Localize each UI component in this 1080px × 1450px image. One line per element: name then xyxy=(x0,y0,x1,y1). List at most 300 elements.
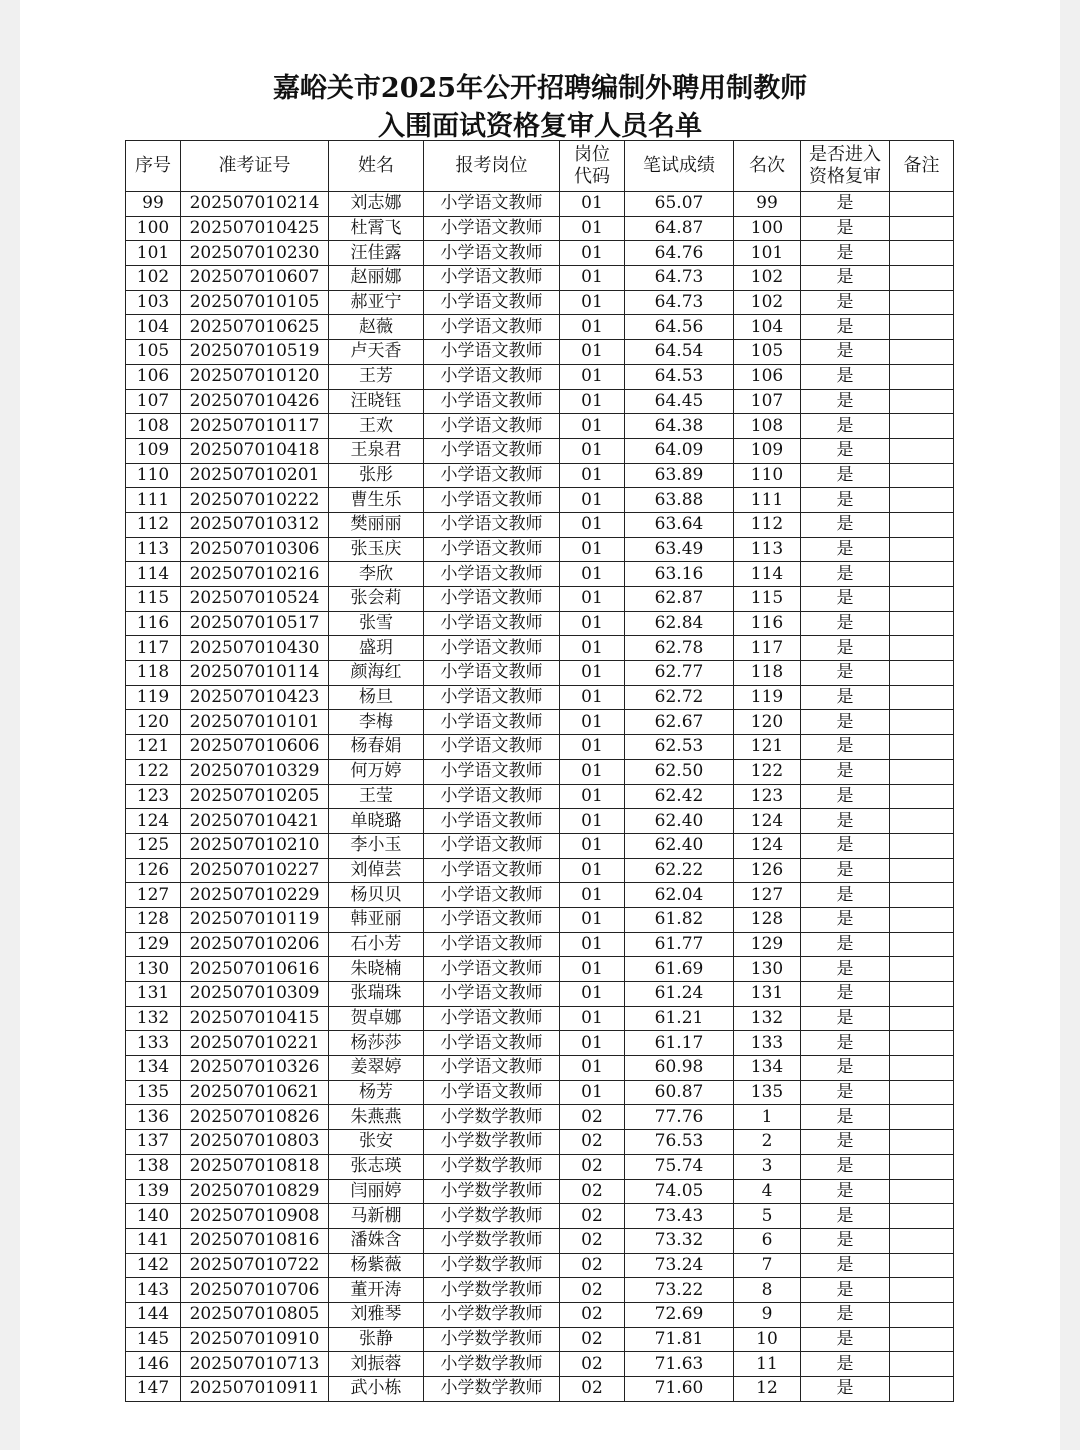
cell-seq: 115 xyxy=(126,587,181,612)
cell-remarks xyxy=(890,1179,954,1204)
cell-position-code: 01 xyxy=(560,414,625,439)
cell-seq: 135 xyxy=(126,1080,181,1105)
cell-position-code: 02 xyxy=(560,1179,625,1204)
table-header-row xyxy=(126,141,954,192)
cell-remarks xyxy=(890,858,954,883)
cell-exam-id: 202507010430 xyxy=(181,636,329,661)
cell-score: 61.21 xyxy=(625,1006,734,1031)
cell-remarks xyxy=(890,537,954,562)
cell-name: 刘雅琴 xyxy=(329,1302,424,1327)
table-row xyxy=(126,1253,954,1278)
cell-exam-id: 202507010519 xyxy=(181,340,329,365)
cell-exam-id: 202507010826 xyxy=(181,1105,329,1130)
cell-position-code: 01 xyxy=(560,907,625,932)
cell-review-status: 是 xyxy=(801,735,890,760)
cell-review-status: 是 xyxy=(801,315,890,340)
cell-name: 杨芳 xyxy=(329,1080,424,1105)
cell-name: 汪晓钰 xyxy=(329,389,424,414)
cell-position: 小学数学教师 xyxy=(424,1352,560,1377)
cell-exam-id: 202507010621 xyxy=(181,1080,329,1105)
cell-score: 62.22 xyxy=(625,858,734,883)
table-body xyxy=(126,192,954,1402)
cell-name: 朱燕燕 xyxy=(329,1105,424,1130)
cell-position: 小学语文教师 xyxy=(424,463,560,488)
cell-remarks xyxy=(890,1031,954,1056)
cell-exam-id: 202507010425 xyxy=(181,216,329,241)
cell-position-code: 01 xyxy=(560,216,625,241)
table-row xyxy=(126,488,954,513)
cell-remarks xyxy=(890,759,954,784)
cell-rank: 124 xyxy=(734,833,801,858)
cell-review-status: 是 xyxy=(801,809,890,834)
cell-position: 小学语文教师 xyxy=(424,982,560,1007)
table-row xyxy=(126,809,954,834)
table-row xyxy=(126,1204,954,1229)
cell-name: 张玉庆 xyxy=(329,537,424,562)
cell-name: 杨贝贝 xyxy=(329,883,424,908)
table-row xyxy=(126,611,954,636)
cell-name: 张会莉 xyxy=(329,587,424,612)
cell-review-status: 是 xyxy=(801,1228,890,1253)
cell-review-status: 是 xyxy=(801,1253,890,1278)
cell-review-status: 是 xyxy=(801,784,890,809)
table-row xyxy=(126,1302,954,1327)
cell-score: 61.24 xyxy=(625,982,734,1007)
cell-seq: 122 xyxy=(126,759,181,784)
cell-position: 小学语文教师 xyxy=(424,192,560,217)
cell-rank: 101 xyxy=(734,241,801,266)
cell-seq: 147 xyxy=(126,1377,181,1402)
cell-exam-id: 202507010119 xyxy=(181,907,329,932)
cell-score: 62.53 xyxy=(625,735,734,760)
cell-position-code: 02 xyxy=(560,1204,625,1229)
cell-exam-id: 202507010908 xyxy=(181,1204,329,1229)
cell-review-status: 是 xyxy=(801,1327,890,1352)
cell-remarks xyxy=(890,661,954,686)
cell-exam-id: 202507010210 xyxy=(181,833,329,858)
cell-position: 小学语文教师 xyxy=(424,735,560,760)
cell-remarks xyxy=(890,1080,954,1105)
cell-position: 小学语文教师 xyxy=(424,883,560,908)
cell-seq: 134 xyxy=(126,1056,181,1081)
cell-position-code: 02 xyxy=(560,1352,625,1377)
table-row xyxy=(126,685,954,710)
cell-rank: 108 xyxy=(734,414,801,439)
table-row xyxy=(126,1154,954,1179)
cell-remarks xyxy=(890,389,954,414)
cell-rank: 132 xyxy=(734,1006,801,1031)
table-row xyxy=(126,1056,954,1081)
cell-remarks xyxy=(890,636,954,661)
cell-exam-id: 202507010329 xyxy=(181,759,329,784)
cell-exam-id: 202507010816 xyxy=(181,1228,329,1253)
cell-position: 小学语文教师 xyxy=(424,710,560,735)
cell-name: 刘振蓉 xyxy=(329,1352,424,1377)
cell-position-code: 01 xyxy=(560,982,625,1007)
cell-rank: 8 xyxy=(734,1278,801,1303)
cell-rank: 124 xyxy=(734,809,801,834)
cell-position: 小学语文教师 xyxy=(424,759,560,784)
cell-score: 62.72 xyxy=(625,685,734,710)
cell-exam-id: 202507010229 xyxy=(181,883,329,908)
cell-review-status: 是 xyxy=(801,1204,890,1229)
table-row xyxy=(126,389,954,414)
cell-score: 62.67 xyxy=(625,710,734,735)
cell-position: 小学语文教师 xyxy=(424,562,560,587)
cell-position-code: 01 xyxy=(560,809,625,834)
table-row xyxy=(126,759,954,784)
cell-position-code: 01 xyxy=(560,710,625,735)
cell-seq: 144 xyxy=(126,1302,181,1327)
cell-score: 64.87 xyxy=(625,216,734,241)
cell-seq: 130 xyxy=(126,957,181,982)
cell-review-status: 是 xyxy=(801,414,890,439)
cell-review-status: 是 xyxy=(801,759,890,784)
cell-position-code: 02 xyxy=(560,1278,625,1303)
cell-review-status: 是 xyxy=(801,932,890,957)
cell-position: 小学语文教师 xyxy=(424,488,560,513)
cell-score: 61.77 xyxy=(625,932,734,957)
cell-position-code: 01 xyxy=(560,438,625,463)
cell-seq: 101 xyxy=(126,241,181,266)
cell-position: 小学语文教师 xyxy=(424,611,560,636)
cell-seq: 114 xyxy=(126,562,181,587)
cell-name: 王泉君 xyxy=(329,438,424,463)
cell-seq: 145 xyxy=(126,1327,181,1352)
cell-review-status: 是 xyxy=(801,463,890,488)
cell-position-code: 02 xyxy=(560,1105,625,1130)
cell-position-code: 02 xyxy=(560,1154,625,1179)
cell-exam-id: 202507010706 xyxy=(181,1278,329,1303)
cell-review-status: 是 xyxy=(801,488,890,513)
cell-name: 刘志娜 xyxy=(329,192,424,217)
cell-exam-id: 202507010206 xyxy=(181,932,329,957)
cell-remarks xyxy=(890,1204,954,1229)
cell-exam-id: 202507010114 xyxy=(181,661,329,686)
cell-rank: 113 xyxy=(734,537,801,562)
cell-remarks xyxy=(890,340,954,365)
cell-position: 小学数学教师 xyxy=(424,1204,560,1229)
cell-score: 72.69 xyxy=(625,1302,734,1327)
cell-position: 小学语文教师 xyxy=(424,1080,560,1105)
table-row xyxy=(126,858,954,883)
cell-position-code: 01 xyxy=(560,266,625,291)
table-row xyxy=(126,364,954,389)
cell-score: 71.81 xyxy=(625,1327,734,1352)
cell-seq: 110 xyxy=(126,463,181,488)
table-row xyxy=(126,340,954,365)
table-row xyxy=(126,438,954,463)
cell-exam-id: 202507010713 xyxy=(181,1352,329,1377)
cell-score: 64.09 xyxy=(625,438,734,463)
cell-position-code: 01 xyxy=(560,290,625,315)
cell-score: 62.84 xyxy=(625,611,734,636)
cell-review-status: 是 xyxy=(801,611,890,636)
cell-score: 61.82 xyxy=(625,907,734,932)
cell-score: 64.56 xyxy=(625,315,734,340)
cell-score: 65.07 xyxy=(625,192,734,217)
cell-remarks xyxy=(890,438,954,463)
table-row xyxy=(126,290,954,315)
table-row xyxy=(126,982,954,1007)
cell-position: 小学数学教师 xyxy=(424,1228,560,1253)
cell-exam-id: 202507010421 xyxy=(181,809,329,834)
cell-score: 73.22 xyxy=(625,1278,734,1303)
cell-name: 武小栋 xyxy=(329,1377,424,1402)
cell-remarks xyxy=(890,414,954,439)
cell-review-status: 是 xyxy=(801,1056,890,1081)
cell-exam-id: 202507010423 xyxy=(181,685,329,710)
table-row xyxy=(126,1105,954,1130)
cell-review-status: 是 xyxy=(801,587,890,612)
cell-name: 张雪 xyxy=(329,611,424,636)
cell-rank: 7 xyxy=(734,1253,801,1278)
cell-position: 小学语文教师 xyxy=(424,414,560,439)
cell-rank: 2 xyxy=(734,1130,801,1155)
cell-exam-id: 202507010105 xyxy=(181,290,329,315)
cell-remarks xyxy=(890,1228,954,1253)
cell-review-status: 是 xyxy=(801,907,890,932)
cell-exam-id: 202507010606 xyxy=(181,735,329,760)
cell-rank: 114 xyxy=(734,562,801,587)
cell-rank: 126 xyxy=(734,858,801,883)
cell-remarks xyxy=(890,1327,954,1352)
cell-review-status: 是 xyxy=(801,710,890,735)
cell-seq: 120 xyxy=(126,710,181,735)
cell-review-status: 是 xyxy=(801,1302,890,1327)
cell-remarks xyxy=(890,1302,954,1327)
cell-name: 郝亚宁 xyxy=(329,290,424,315)
cell-position-code: 02 xyxy=(560,1327,625,1352)
col-header-remarks: 备注 xyxy=(890,141,954,192)
cell-review-status: 是 xyxy=(801,340,890,365)
cell-name: 李欣 xyxy=(329,562,424,587)
cell-seq: 118 xyxy=(126,661,181,686)
cell-score: 62.87 xyxy=(625,587,734,612)
cell-exam-id: 202507010221 xyxy=(181,1031,329,1056)
cell-score: 71.60 xyxy=(625,1377,734,1402)
cell-name: 杨紫薇 xyxy=(329,1253,424,1278)
cell-score: 73.32 xyxy=(625,1228,734,1253)
cell-score: 62.77 xyxy=(625,661,734,686)
cell-position: 小学语文教师 xyxy=(424,809,560,834)
cell-remarks xyxy=(890,735,954,760)
cell-review-status: 是 xyxy=(801,216,890,241)
table-row xyxy=(126,957,954,982)
cell-remarks xyxy=(890,290,954,315)
cell-position-code: 02 xyxy=(560,1228,625,1253)
cell-remarks xyxy=(890,932,954,957)
cell-position-code: 01 xyxy=(560,241,625,266)
cell-review-status: 是 xyxy=(801,833,890,858)
cell-name: 卢天香 xyxy=(329,340,424,365)
cell-rank: 135 xyxy=(734,1080,801,1105)
table-row xyxy=(126,1179,954,1204)
cell-rank: 106 xyxy=(734,364,801,389)
cell-score: 62.78 xyxy=(625,636,734,661)
cell-exam-id: 202507010120 xyxy=(181,364,329,389)
cell-remarks xyxy=(890,784,954,809)
cell-remarks xyxy=(890,710,954,735)
cell-position: 小学语文教师 xyxy=(424,438,560,463)
cell-score: 64.45 xyxy=(625,389,734,414)
cell-seq: 111 xyxy=(126,488,181,513)
cell-name: 王欢 xyxy=(329,414,424,439)
cell-score: 62.40 xyxy=(625,809,734,834)
cell-remarks xyxy=(890,611,954,636)
cell-review-status: 是 xyxy=(801,364,890,389)
cell-remarks xyxy=(890,488,954,513)
cell-position-code: 01 xyxy=(560,784,625,809)
cell-seq: 108 xyxy=(126,414,181,439)
cell-name: 杨旦 xyxy=(329,685,424,710)
cell-rank: 6 xyxy=(734,1228,801,1253)
cell-review-status: 是 xyxy=(801,266,890,291)
cell-exam-id: 202507010222 xyxy=(181,488,329,513)
cell-position-code: 02 xyxy=(560,1130,625,1155)
cell-name: 闫丽婷 xyxy=(329,1179,424,1204)
cell-position: 小学语文教师 xyxy=(424,389,560,414)
cell-review-status: 是 xyxy=(801,1080,890,1105)
cell-score: 62.04 xyxy=(625,883,734,908)
cell-exam-id: 202507010722 xyxy=(181,1253,329,1278)
cell-seq: 105 xyxy=(126,340,181,365)
cell-rank: 102 xyxy=(734,290,801,315)
cell-seq: 142 xyxy=(126,1253,181,1278)
cell-rank: 99 xyxy=(734,192,801,217)
cell-position: 小学语文教师 xyxy=(424,216,560,241)
cell-rank: 119 xyxy=(734,685,801,710)
table-row xyxy=(126,1006,954,1031)
col-header-position: 报考岗位 xyxy=(424,141,560,192)
cell-position: 小学数学教师 xyxy=(424,1253,560,1278)
cell-seq: 146 xyxy=(126,1352,181,1377)
cell-rank: 115 xyxy=(734,587,801,612)
cell-rank: 9 xyxy=(734,1302,801,1327)
cell-position: 小学数学教师 xyxy=(424,1130,560,1155)
cell-position-code: 01 xyxy=(560,315,625,340)
cell-review-status: 是 xyxy=(801,1031,890,1056)
cell-remarks xyxy=(890,1253,954,1278)
cell-seq: 128 xyxy=(126,907,181,932)
cell-rank: 130 xyxy=(734,957,801,982)
cell-name: 张志瑛 xyxy=(329,1154,424,1179)
cell-rank: 129 xyxy=(734,932,801,957)
cell-score: 64.73 xyxy=(625,290,734,315)
table-row xyxy=(126,315,954,340)
cell-review-status: 是 xyxy=(801,438,890,463)
cell-position-code: 01 xyxy=(560,932,625,957)
cell-review-status: 是 xyxy=(801,1154,890,1179)
cell-position: 小学数学教师 xyxy=(424,1278,560,1303)
cell-exam-id: 202507010829 xyxy=(181,1179,329,1204)
cell-rank: 102 xyxy=(734,266,801,291)
cell-exam-id: 202507010805 xyxy=(181,1302,329,1327)
cell-position-code: 01 xyxy=(560,1006,625,1031)
table-row xyxy=(126,1228,954,1253)
cell-position-code: 01 xyxy=(560,1080,625,1105)
cell-rank: 122 xyxy=(734,759,801,784)
table-row xyxy=(126,833,954,858)
cell-position: 小学语文教师 xyxy=(424,1006,560,1031)
cell-exam-id: 202507010524 xyxy=(181,587,329,612)
cell-review-status: 是 xyxy=(801,290,890,315)
cell-exam-id: 202507010418 xyxy=(181,438,329,463)
table-row xyxy=(126,932,954,957)
cell-name: 曹生乐 xyxy=(329,488,424,513)
cell-name: 张安 xyxy=(329,1130,424,1155)
cell-position: 小学语文教师 xyxy=(424,266,560,291)
cell-remarks xyxy=(890,241,954,266)
cell-rank: 111 xyxy=(734,488,801,513)
cell-seq: 107 xyxy=(126,389,181,414)
cell-name: 张彤 xyxy=(329,463,424,488)
page-title-line-2: 入围面试资格复审人员名单 xyxy=(378,111,702,142)
cell-position-code: 01 xyxy=(560,661,625,686)
cell-position-code: 01 xyxy=(560,833,625,858)
col-header-review-status: 是否进入资格复审 xyxy=(801,141,890,192)
cell-position-code: 01 xyxy=(560,537,625,562)
cell-position: 小学语文教师 xyxy=(424,685,560,710)
cell-review-status: 是 xyxy=(801,661,890,686)
cell-score: 64.73 xyxy=(625,266,734,291)
col-header-seq: 序号 xyxy=(126,141,181,192)
cell-remarks xyxy=(890,883,954,908)
cell-exam-id: 202507010910 xyxy=(181,1327,329,1352)
cell-position-code: 01 xyxy=(560,1031,625,1056)
cell-position: 小学语文教师 xyxy=(424,957,560,982)
cell-review-status: 是 xyxy=(801,1105,890,1130)
cell-rank: 118 xyxy=(734,661,801,686)
cell-rank: 11 xyxy=(734,1352,801,1377)
cell-remarks xyxy=(890,364,954,389)
cell-position-code: 01 xyxy=(560,192,625,217)
cell-seq: 100 xyxy=(126,216,181,241)
cell-rank: 120 xyxy=(734,710,801,735)
cell-review-status: 是 xyxy=(801,512,890,537)
cell-remarks xyxy=(890,1352,954,1377)
cell-seq: 109 xyxy=(126,438,181,463)
table-row xyxy=(126,1278,954,1303)
cell-exam-id: 202507010117 xyxy=(181,414,329,439)
table-row xyxy=(126,1080,954,1105)
page-title-line-1: 嘉峪关市2025年公开招聘编制外聘用制教师 xyxy=(272,73,808,104)
table-row xyxy=(126,512,954,537)
table-row xyxy=(126,587,954,612)
cell-seq: 133 xyxy=(126,1031,181,1056)
table-row xyxy=(126,907,954,932)
cell-exam-id: 202507010309 xyxy=(181,982,329,1007)
cell-position-code: 01 xyxy=(560,587,625,612)
cell-exam-id: 202507010426 xyxy=(181,389,329,414)
cell-rank: 3 xyxy=(734,1154,801,1179)
cell-name: 赵薇 xyxy=(329,315,424,340)
cell-rank: 116 xyxy=(734,611,801,636)
cell-exam-id: 202507010214 xyxy=(181,192,329,217)
cell-remarks xyxy=(890,1278,954,1303)
cell-name: 王芳 xyxy=(329,364,424,389)
cell-seq: 126 xyxy=(126,858,181,883)
cell-seq: 138 xyxy=(126,1154,181,1179)
table-row xyxy=(126,661,954,686)
cell-position-code: 01 xyxy=(560,488,625,513)
cell-rank: 107 xyxy=(734,389,801,414)
col-header-rank: 名次 xyxy=(734,141,801,192)
cell-rank: 100 xyxy=(734,216,801,241)
cell-review-status: 是 xyxy=(801,883,890,908)
cell-rank: 123 xyxy=(734,784,801,809)
cell-exam-id: 202507010312 xyxy=(181,512,329,537)
